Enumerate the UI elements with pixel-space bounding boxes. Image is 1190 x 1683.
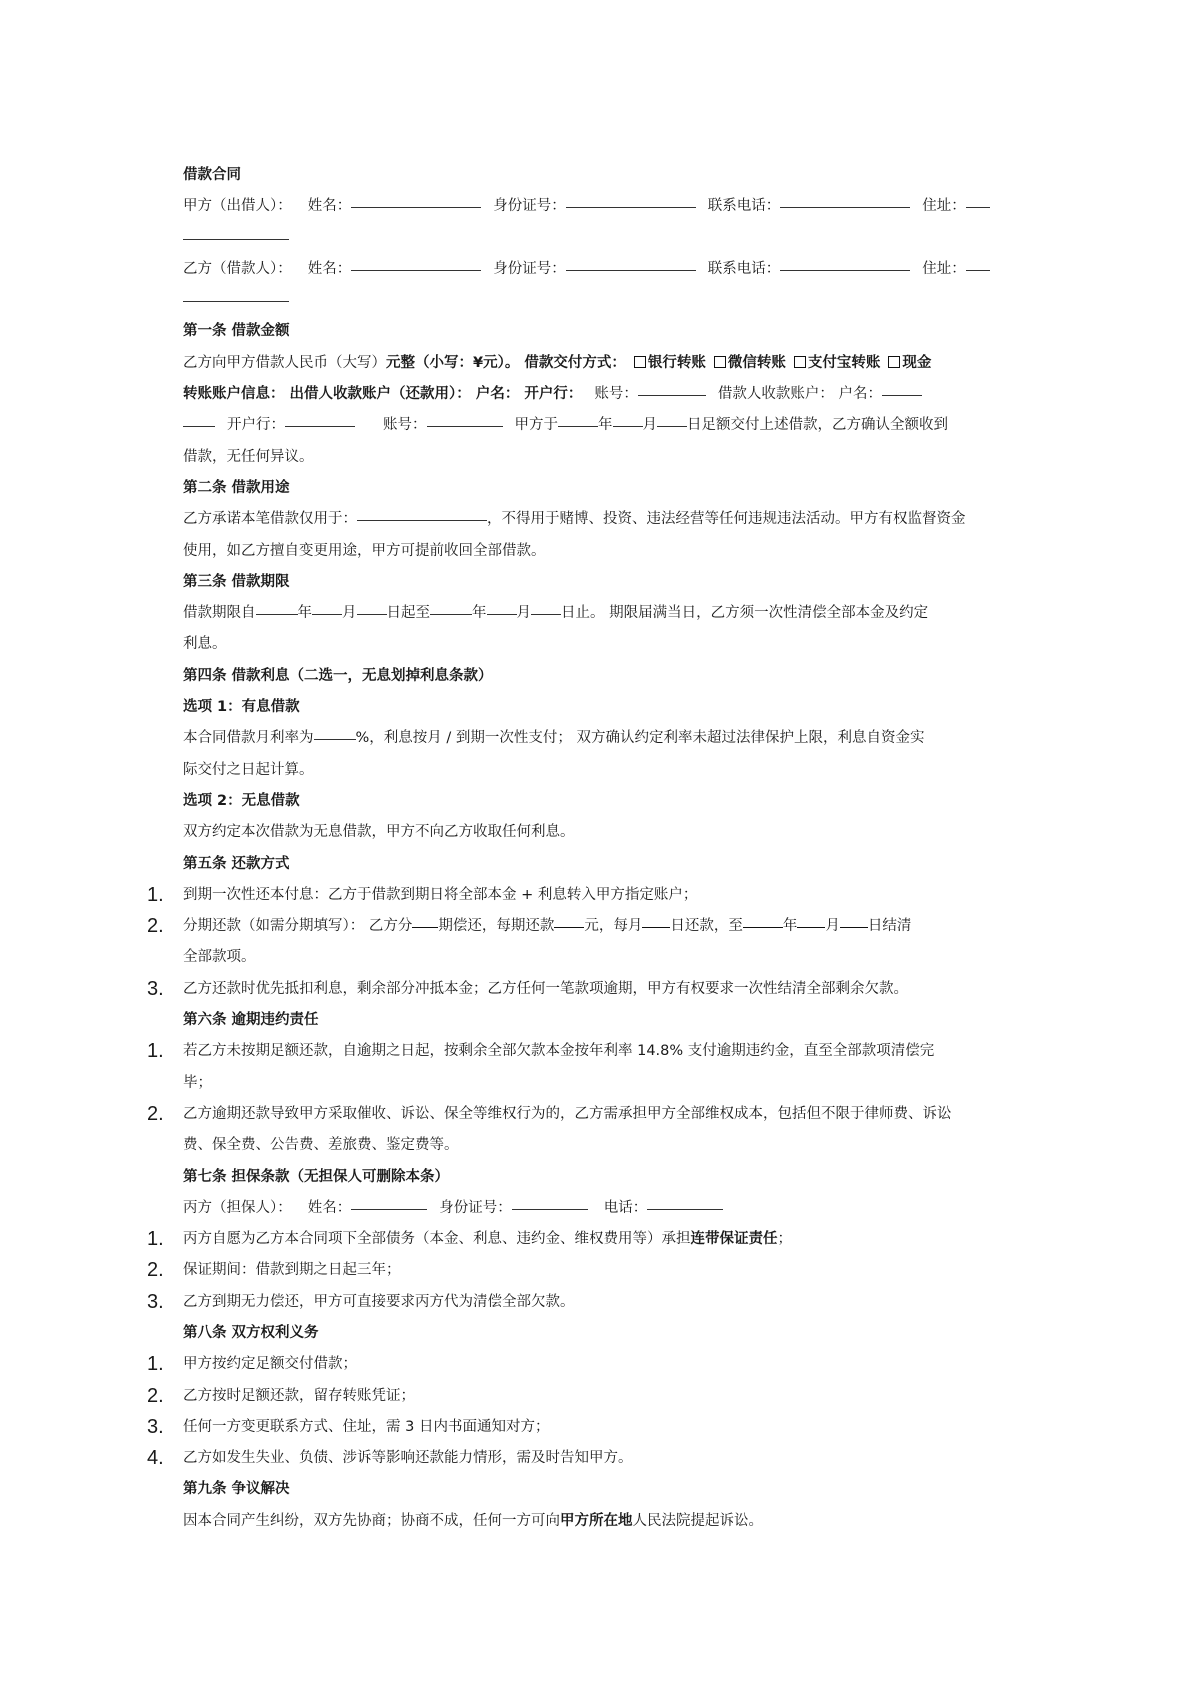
purpose-label: 乙方承诺本笔借款仅用于： [183, 511, 357, 528]
article-1-heading: 第一条 借款金额 [183, 323, 290, 340]
item-text: 乙方按时足额还款，留存转账凭证； [183, 1387, 415, 1404]
default-item-1 [147, 1036, 1023, 1067]
month-label: 月 [642, 417, 657, 434]
contract-document [147, 160, 1023, 1537]
term-text: 期限届满当日，乙方须一次性清偿全部本金及约定 [604, 605, 929, 622]
interest-option-2-heading: 选项 2：无息借款 [183, 792, 300, 809]
payment-option-cash[interactable] [880, 355, 931, 371]
payment-option-label: 银行转账 [647, 354, 706, 371]
item-number: 3. [147, 1415, 164, 1438]
payment-option-label: 支付宝转账 [807, 354, 881, 371]
item-number: 2. [147, 1259, 164, 1282]
article-1-line-3 [183, 410, 1023, 441]
payment-option-wechat[interactable] [706, 355, 786, 371]
party-a-addr-label: 住址： [922, 198, 966, 215]
item-text: 丙方自愿为乙方本合同项下全部债务（本金、利息、违约金、维权费用等）承担 [183, 1231, 691, 1248]
guarantor-id-label: 身份证号： [439, 1199, 512, 1216]
to-label: 日止。 [561, 605, 605, 622]
item-text: 分期还款（如需分期填写）： 乙方分 [183, 918, 413, 935]
payment-option-label: 现金 [902, 354, 932, 371]
year-label: 年 [297, 605, 312, 622]
repayment-item-1 [147, 880, 1023, 911]
article-8-heading: 第八条 双方权利义务 [183, 1324, 319, 1341]
item-number: 1. [147, 883, 164, 906]
default-item-1-cont: 毕； [183, 1074, 212, 1091]
article-9-heading: 第九条 争议解决 [183, 1481, 290, 1498]
item-number: 3. [147, 977, 164, 1000]
rights-item-1 [147, 1349, 1023, 1380]
checkbox-icon[interactable] [634, 356, 646, 368]
year-label: 年 [598, 417, 613, 434]
article-1-line-4: 借款，无任何异议。 [183, 448, 314, 465]
item-text: 甲方按约定足额交付借款； [183, 1356, 357, 1373]
lender-account-label: 账号： [594, 386, 638, 403]
article-2-heading: 第二条 借款用途 [183, 479, 290, 496]
party-a-line [183, 191, 1023, 222]
guarantee-item-2 [147, 1255, 1023, 1286]
guarantor-line [183, 1193, 1023, 1224]
guarantor-name-label: 姓名： [307, 1199, 352, 1216]
party-b-addr-cont [183, 285, 1023, 316]
rights-item-2 [147, 1381, 1023, 1412]
guarantee-item-1 [147, 1224, 1023, 1255]
checkbox-icon[interactable] [794, 356, 806, 368]
party-b-addr-label: 住址： [922, 260, 966, 277]
item-number: 1. [147, 1040, 164, 1063]
item-number: 1. [147, 1353, 164, 1376]
month-label: 月 [342, 605, 357, 622]
item-text: 元，每月 [584, 918, 643, 935]
repayment-item-3 [147, 974, 1023, 1005]
item-text: 日结清 [867, 918, 912, 935]
item-text: 乙方逾期还款导致甲方采取催收、诉讼、保全等维权行为的，乙方需承担甲方全部维权成本，包括但不限于律师费、诉讼 [183, 1105, 952, 1122]
party-a-addr-cont [183, 223, 1023, 254]
interest-option-1-line-2: 际交付之日起计算。 [183, 761, 314, 778]
month-label: 月 [825, 918, 840, 935]
term-label: 借款期限自 [183, 605, 256, 622]
party-b-name-label: 姓名： [307, 260, 352, 277]
from-label: 日起至 [386, 605, 430, 622]
checkbox-icon[interactable] [714, 356, 726, 368]
checkbox-icon[interactable] [888, 356, 900, 368]
payment-option-label: 微信转账 [727, 354, 786, 371]
dispute-text: 因本合同产生纠纷，双方先协商；协商不成，任何一方可向 [183, 1512, 560, 1529]
month-label: 月 [516, 605, 531, 622]
article-2-line-1 [183, 504, 1023, 535]
dispute-line [183, 1506, 1023, 1537]
article-7-heading: 第七条 担保条款（无担保人可删除本条） [183, 1168, 450, 1185]
payment-option-alipay[interactable] [786, 355, 881, 371]
guarantor-phone-label: 电话： [603, 1199, 648, 1216]
item-text: ； [777, 1231, 792, 1248]
repayment-item-2-cont: 全部款项。 [183, 949, 256, 966]
party-b-id-label: 身份证号： [493, 260, 566, 277]
article-5-heading: 第五条 还款方式 [183, 855, 290, 872]
item-text: 乙方如发生失业、负债、涉诉等影响还款能力情形，需及时告知甲方。 [183, 1450, 633, 1467]
party-a-phone-label: 联系电话： [707, 198, 781, 215]
article-1-line-2 [183, 379, 1023, 410]
interest-option-2-line-1: 双方约定本次借款为无息借款，甲方不向乙方收取任何利息。 [183, 824, 575, 841]
item-number: 1. [147, 1228, 164, 1251]
interest-option-1-line-1 [183, 723, 1023, 754]
loan-amount-text: 乙方向甲方借款人民币（大写） [183, 354, 386, 371]
article-4-heading: 第四条 借款利息（二选一，无息划掉利息条款） [183, 667, 493, 684]
item-text: 期偿还，每期还款 [438, 918, 555, 935]
borrower-bank-label: 开户行： [227, 417, 285, 434]
guarantee-item-3 [147, 1287, 1023, 1318]
item-text: 乙方还款时优先抵扣利息，剩余部分冲抵本金；乙方任何一笔款项逾期，甲方有权要求一次性结清全部剩余欠款。 [183, 980, 908, 997]
party-b-line [183, 254, 1023, 285]
party-a-role: 甲方（出借人）： [183, 198, 292, 215]
article-3-heading: 第三条 借款期限 [183, 573, 290, 590]
article-1-line-1 [183, 348, 1023, 379]
item-text: 任何一方变更联系方式、住址，需 3 日内书面通知对方； [183, 1418, 550, 1435]
dispute-text-bold: 甲方所在地 [560, 1512, 633, 1529]
party-b-role: 乙方（借款人）： [183, 260, 292, 277]
loan-amount-bold: 元整（小写：¥元）。 借款交付方式： [386, 354, 626, 371]
guarantor-role: 丙方（担保人）： [183, 1199, 292, 1216]
item-text: 乙方到期无力偿还，甲方可直接要求丙方代为清偿全部欠款。 [183, 1293, 575, 1310]
rights-item-4 [147, 1443, 1023, 1474]
party-a-name-label: 姓名： [307, 198, 352, 215]
item-text: 到期一次性还本付息：乙方于借款到期日将全部本金 + 利息转入甲方指定账户； [183, 886, 698, 903]
repayment-item-2 [147, 911, 1023, 942]
item-text-bold: 连带保证责任 [690, 1231, 778, 1248]
item-text: 保证期间：借款到期之日起三年； [183, 1262, 401, 1279]
dispute-text: 人民法院提起诉讼。 [632, 1512, 763, 1529]
article-3-line-2: 利息。 [183, 636, 227, 653]
item-number: 4. [147, 1447, 164, 1470]
interest-rate-text: %，利息按月 / 到期一次性支付； 双方确认约定利率未超过法律保护上限，利息自资金实 [355, 730, 925, 747]
article-6-heading: 第六条 逾期违约责任 [183, 1012, 319, 1029]
payment-option-bank[interactable] [626, 355, 706, 371]
borrower-account-number-label: 账号： [383, 417, 427, 434]
year-label: 年 [782, 918, 798, 935]
article-2-line-2: 使用，如乙方擅自变更用途，甲方可提前收回全部借款。 [183, 542, 546, 559]
item-text: 若乙方未按期足额还款，自逾期之日起，按剩余全部欠款本金按年利率 14.8% 支付逾期违约金，直至全部款项清偿完 [183, 1043, 935, 1060]
item-number: 2. [147, 1102, 164, 1125]
item-number: 2. [147, 915, 164, 938]
item-number: 3. [147, 1290, 164, 1313]
default-item-2-cont: 费、保全费、公告费、差旅费、鉴定费等。 [183, 1137, 459, 1154]
document-title: 借款合同 [183, 167, 241, 183]
party-b-phone-label: 联系电话： [707, 260, 781, 277]
item-number: 2. [147, 1384, 164, 1407]
interest-option-1-heading: 选项 1：有息借款 [183, 699, 300, 716]
borrower-account-label: 借款人收款账户： 户名： [717, 386, 883, 403]
party-a-id-label: 身份证号： [493, 198, 566, 215]
year-label: 年 [472, 605, 487, 622]
delivery-text: 日足额交付上述借款，乙方确认全额收到 [687, 417, 948, 434]
item-text: 日还款，至 [670, 918, 743, 935]
article-3-line-1 [183, 598, 1023, 629]
purpose-text: ，不得用于赌博、投资、违法经营等任何违规违法活动。甲方有权监督资金 [487, 511, 966, 528]
rights-item-3 [147, 1412, 1023, 1443]
default-item-2 [147, 1099, 1023, 1130]
delivery-date-label: 甲方于 [514, 417, 558, 434]
transfer-info-label: 转账账户信息： 出借人收款账户（还款用）： 户名： 开户行： [183, 386, 583, 403]
interest-rate-label: 本合同借款月利率为 [183, 730, 314, 747]
